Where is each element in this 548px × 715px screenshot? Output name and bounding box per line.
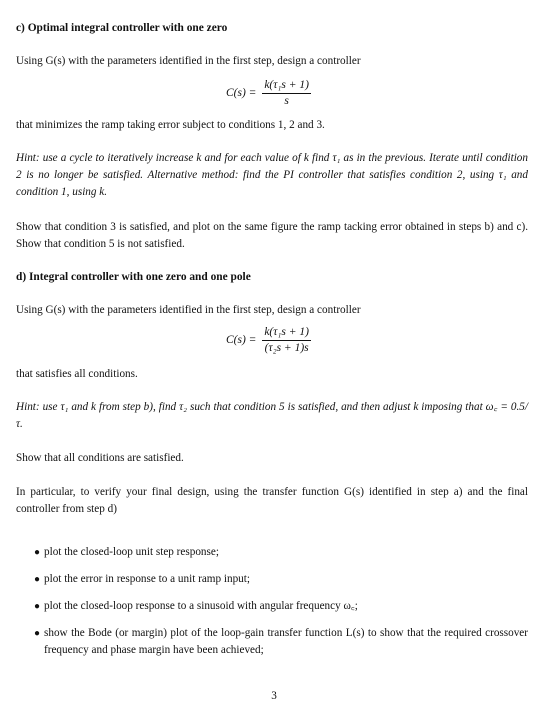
list-item [16,544,528,561]
section-d-intro: Using G(s) with the parameters identified in the first step, design a controller [16,304,361,316]
bullet-icon: ● [34,628,41,639]
list-item-text: plot the closed-loop unit step response; [44,546,219,558]
equation-fraction [262,79,311,108]
equation-fraction [262,326,311,355]
equation-lhs: C(s) = [226,87,257,99]
equation-numerator: k(τ₁s + 1) [262,79,311,94]
section-d-equation [226,326,311,355]
list-item [16,625,528,659]
section-d-final: In particular, to verify your final design, using the transfer function G(s) identified in step a) and the final controller from step d) [16,486,528,515]
section-d-show: Show that all conditions are satisfied. [16,452,184,464]
list-item-text: plot the error in response to a unit ramp input; [44,573,250,585]
list-item-text: show the Bode (or margin) plot of the loop-gain transfer function L(s) to show that the required crossover frequency and phase margin have been achieved; [44,627,528,656]
list-item [16,571,528,588]
equation-lhs: C(s) = [226,334,257,346]
section-c-heading: c) Optimal integral controller with one zero [16,22,228,34]
list-item [16,598,528,615]
section-d-heading: d) Integral controller with one zero and one pole [16,271,251,283]
equation-denominator: s [284,95,289,107]
requirements-list [16,544,528,659]
section-d-hint: Hint: use τ₁ and k from step b), find τ₂ such that condition 5 is satisfied, and then adjust k imposing that ω꜀ = 0.5/τ. [16,401,528,430]
section-d-after-equation: that satisfies all conditions. [16,368,138,380]
equation-numerator: k(τ₁s + 1) [262,326,311,341]
section-c-intro: Using G(s) with the parameters identified in the first step, design a controller [16,55,361,67]
section-c-show: Show that condition 3 is satisfied, and plot on the same figure the ramp tacking error obtained in steps b) and c). Show that condition 5 is not satisfied. [16,221,528,250]
bullet-icon: ● [34,574,41,585]
section-c-after-equation: that minimizes the ramp taking error subject to conditions 1, 2 and 3. [16,119,325,131]
bullet-icon: ● [34,601,41,612]
equation-denominator: (τ₂s + 1)s [264,342,309,354]
section-c-hint: Hint: use a cycle to iteratively increase k and for each value of k find τ₁ as in the previous. Iterate until condition 2 is no longer be satisfied. Alternative method: find the PI controller that satisfies condition 2, using τ₁ and condition 1, using k. [16,152,528,198]
bullet-icon: ● [34,547,41,558]
page-number: 3 [271,690,277,702]
list-item-text: plot the closed-loop response to a sinusoid with angular frequency ω꜀; [44,600,358,612]
section-c-equation [226,79,311,108]
